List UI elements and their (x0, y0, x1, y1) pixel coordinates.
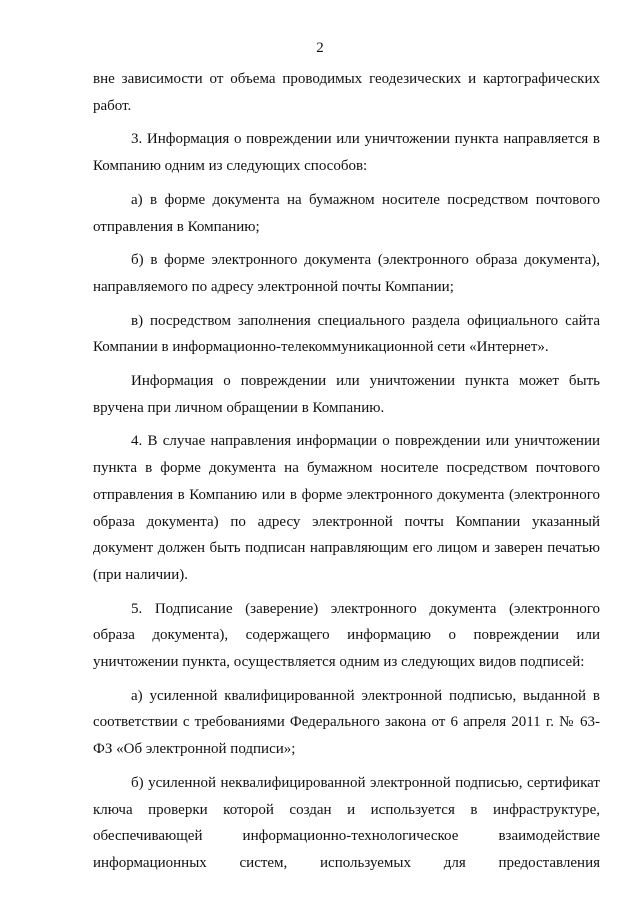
paragraph-personal-delivery: Информация о повреждении или уничтожении пункта может быть вручена при личном обращении в Компанию. (93, 373, 600, 416)
paragraph-item-5: 5. Подписание (заверение) электронного документа (электронного образа документа), содержащего информацию о повреждении или уничтожении пункта, осуществляется одним из следующих видов подписей: (93, 600, 600, 671)
paragraph-item-3: 3. Информация о повреждении или уничтожении пункта направляется в Компанию одним из следующих способов: (93, 131, 600, 175)
paragraph-continuation: вне зависимости от объема проводимых геодезических и картографических работ. (93, 71, 600, 114)
paragraph-subitem-a: а) в форме документа на бумажном носителе посредством почтового отправления в Компанию; (93, 191, 600, 235)
paragraph-subitem-v: в) посредством заполнения специального раздела официального сайта Компании в информационно-телекоммуникационной сети «Интернет». (93, 312, 600, 356)
page-number: 2 (316, 40, 324, 56)
document-body (93, 66, 600, 884)
paragraph-signature-a: а) усиленной квалифицированной электронной подписью, выданной в соответствии с требованиями Федерального закона от 6 апреля 2011 г. № 63-ФЗ «Об электронной подписи»; (93, 687, 600, 758)
paragraph-subitem-b: б) в форме электронного документа (электронного образа документа), направляемого по адресу электронной почты Компании; (93, 252, 600, 295)
paragraph-item-4: 4. В случае направления информации о повреждении или уничтожении пункта в форме документа на бумажном носителе посредством почтового отправления в Компанию или в форме электронного документа (электронного образа документа) по адресу электронной почты Компании указанный документ должен быть подписан направляющим его лицом и заверен печатью (при наличии). (93, 433, 600, 583)
paragraph-signature-b: б) усиленной неквалифицированной электронной подписью, сертификат ключа проверки которой создан и используется в инфраструктуре, обеспечивающей информационно-технологическое взаимодействие информационных систем, используемых для предоставления (93, 774, 600, 871)
